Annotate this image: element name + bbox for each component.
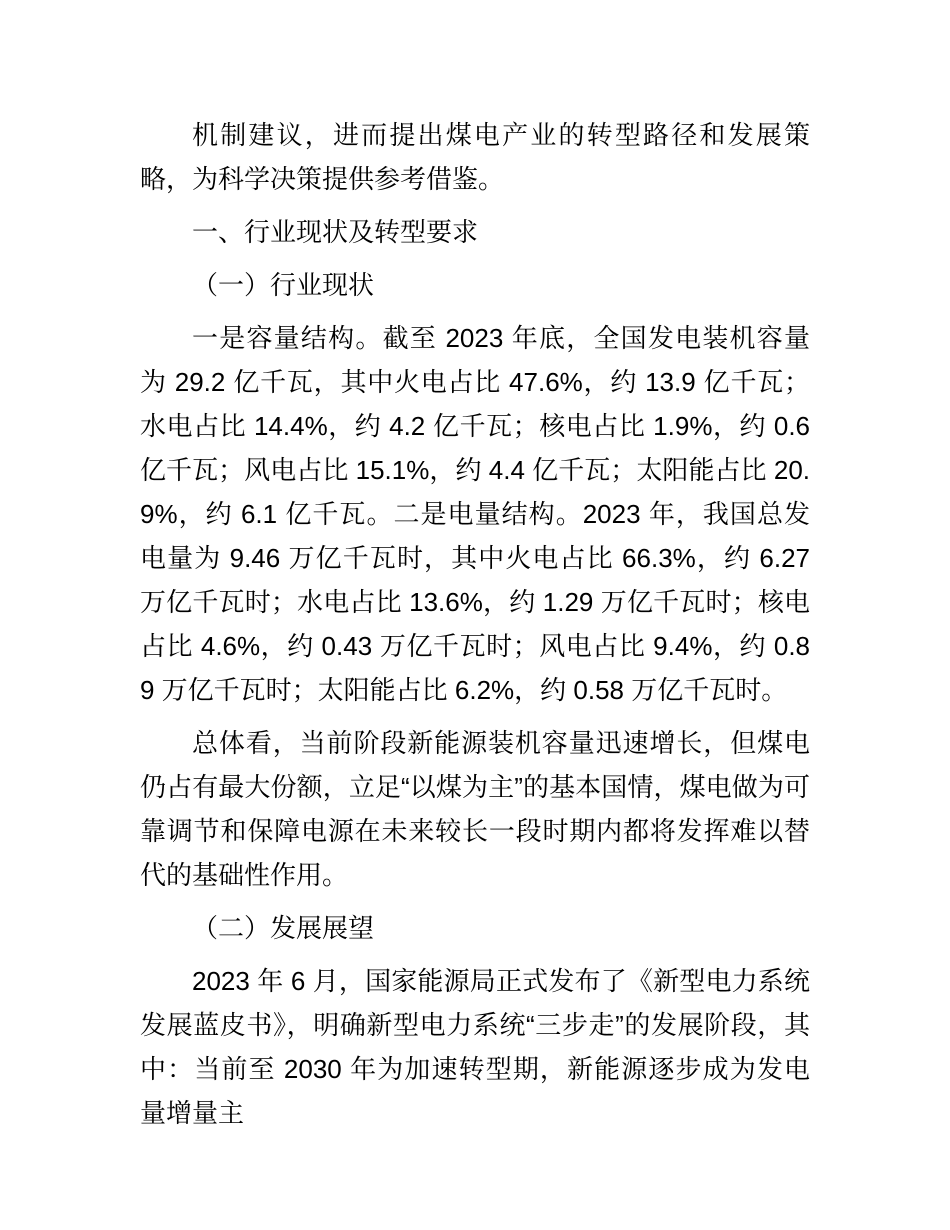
paragraph-blue-book-outlook: 2023 年 6 月，国家能源局正式发布了《新型电力系统发展蓝皮书》，明确新型电力系统“三步走”的发展阶段，其中：当前至 2030 年为加速转型期，新能源逐步成为发电量增量主 [140,966,810,1128]
subheading-industry-status: （一）行业现状 [192,270,375,300]
paragraph-intro: 机制建议，进而提出煤电产业的转型路径和发展策略，为科学决策提供参考借鉴。 [140,120,810,194]
paragraph-overall-assessment: 总体看，当前阶段新能源装机容量迅速增长，但煤电仍占有最大份额，立足“以煤为主”的基本国情，煤电做为可靠调节和保障电源在未来较长一段时期内都将发挥难以替代的基础性作用。 [140,728,810,890]
paragraph-capacity-and-generation-structure: 一是容量结构。截至 2023 年底，全国发电装机容量为 29.2 亿千瓦，其中火电占比 47.6%，约 13.9 亿千瓦；水电占比 14.4%，约 4.2 亿千瓦；核电占比 1.9%，约 0.6 亿千瓦；风电占比 15.1%，约 4.4 亿千瓦；太阳能占比 20.9%，约 6.1 亿千瓦。二是电量结构。2023 年，我国总发电量为 9.46 万亿千瓦时，其中火电占比 66.3%，约 6.27 万亿千瓦时；水电占比 13.6%，约 1.29 万亿千瓦时；核电占比 4.6%，约 0.43 万亿千瓦时；风电占比 9.4%，约 0.89 万亿千瓦时；太阳能占比 6.2%，约 0.58 万亿千瓦时。 [140,323,810,705]
heading-industry-status-and-transition: 一、行业现状及转型要求 [192,217,479,247]
subheading-development-outlook: （二）发展展望 [192,913,375,943]
